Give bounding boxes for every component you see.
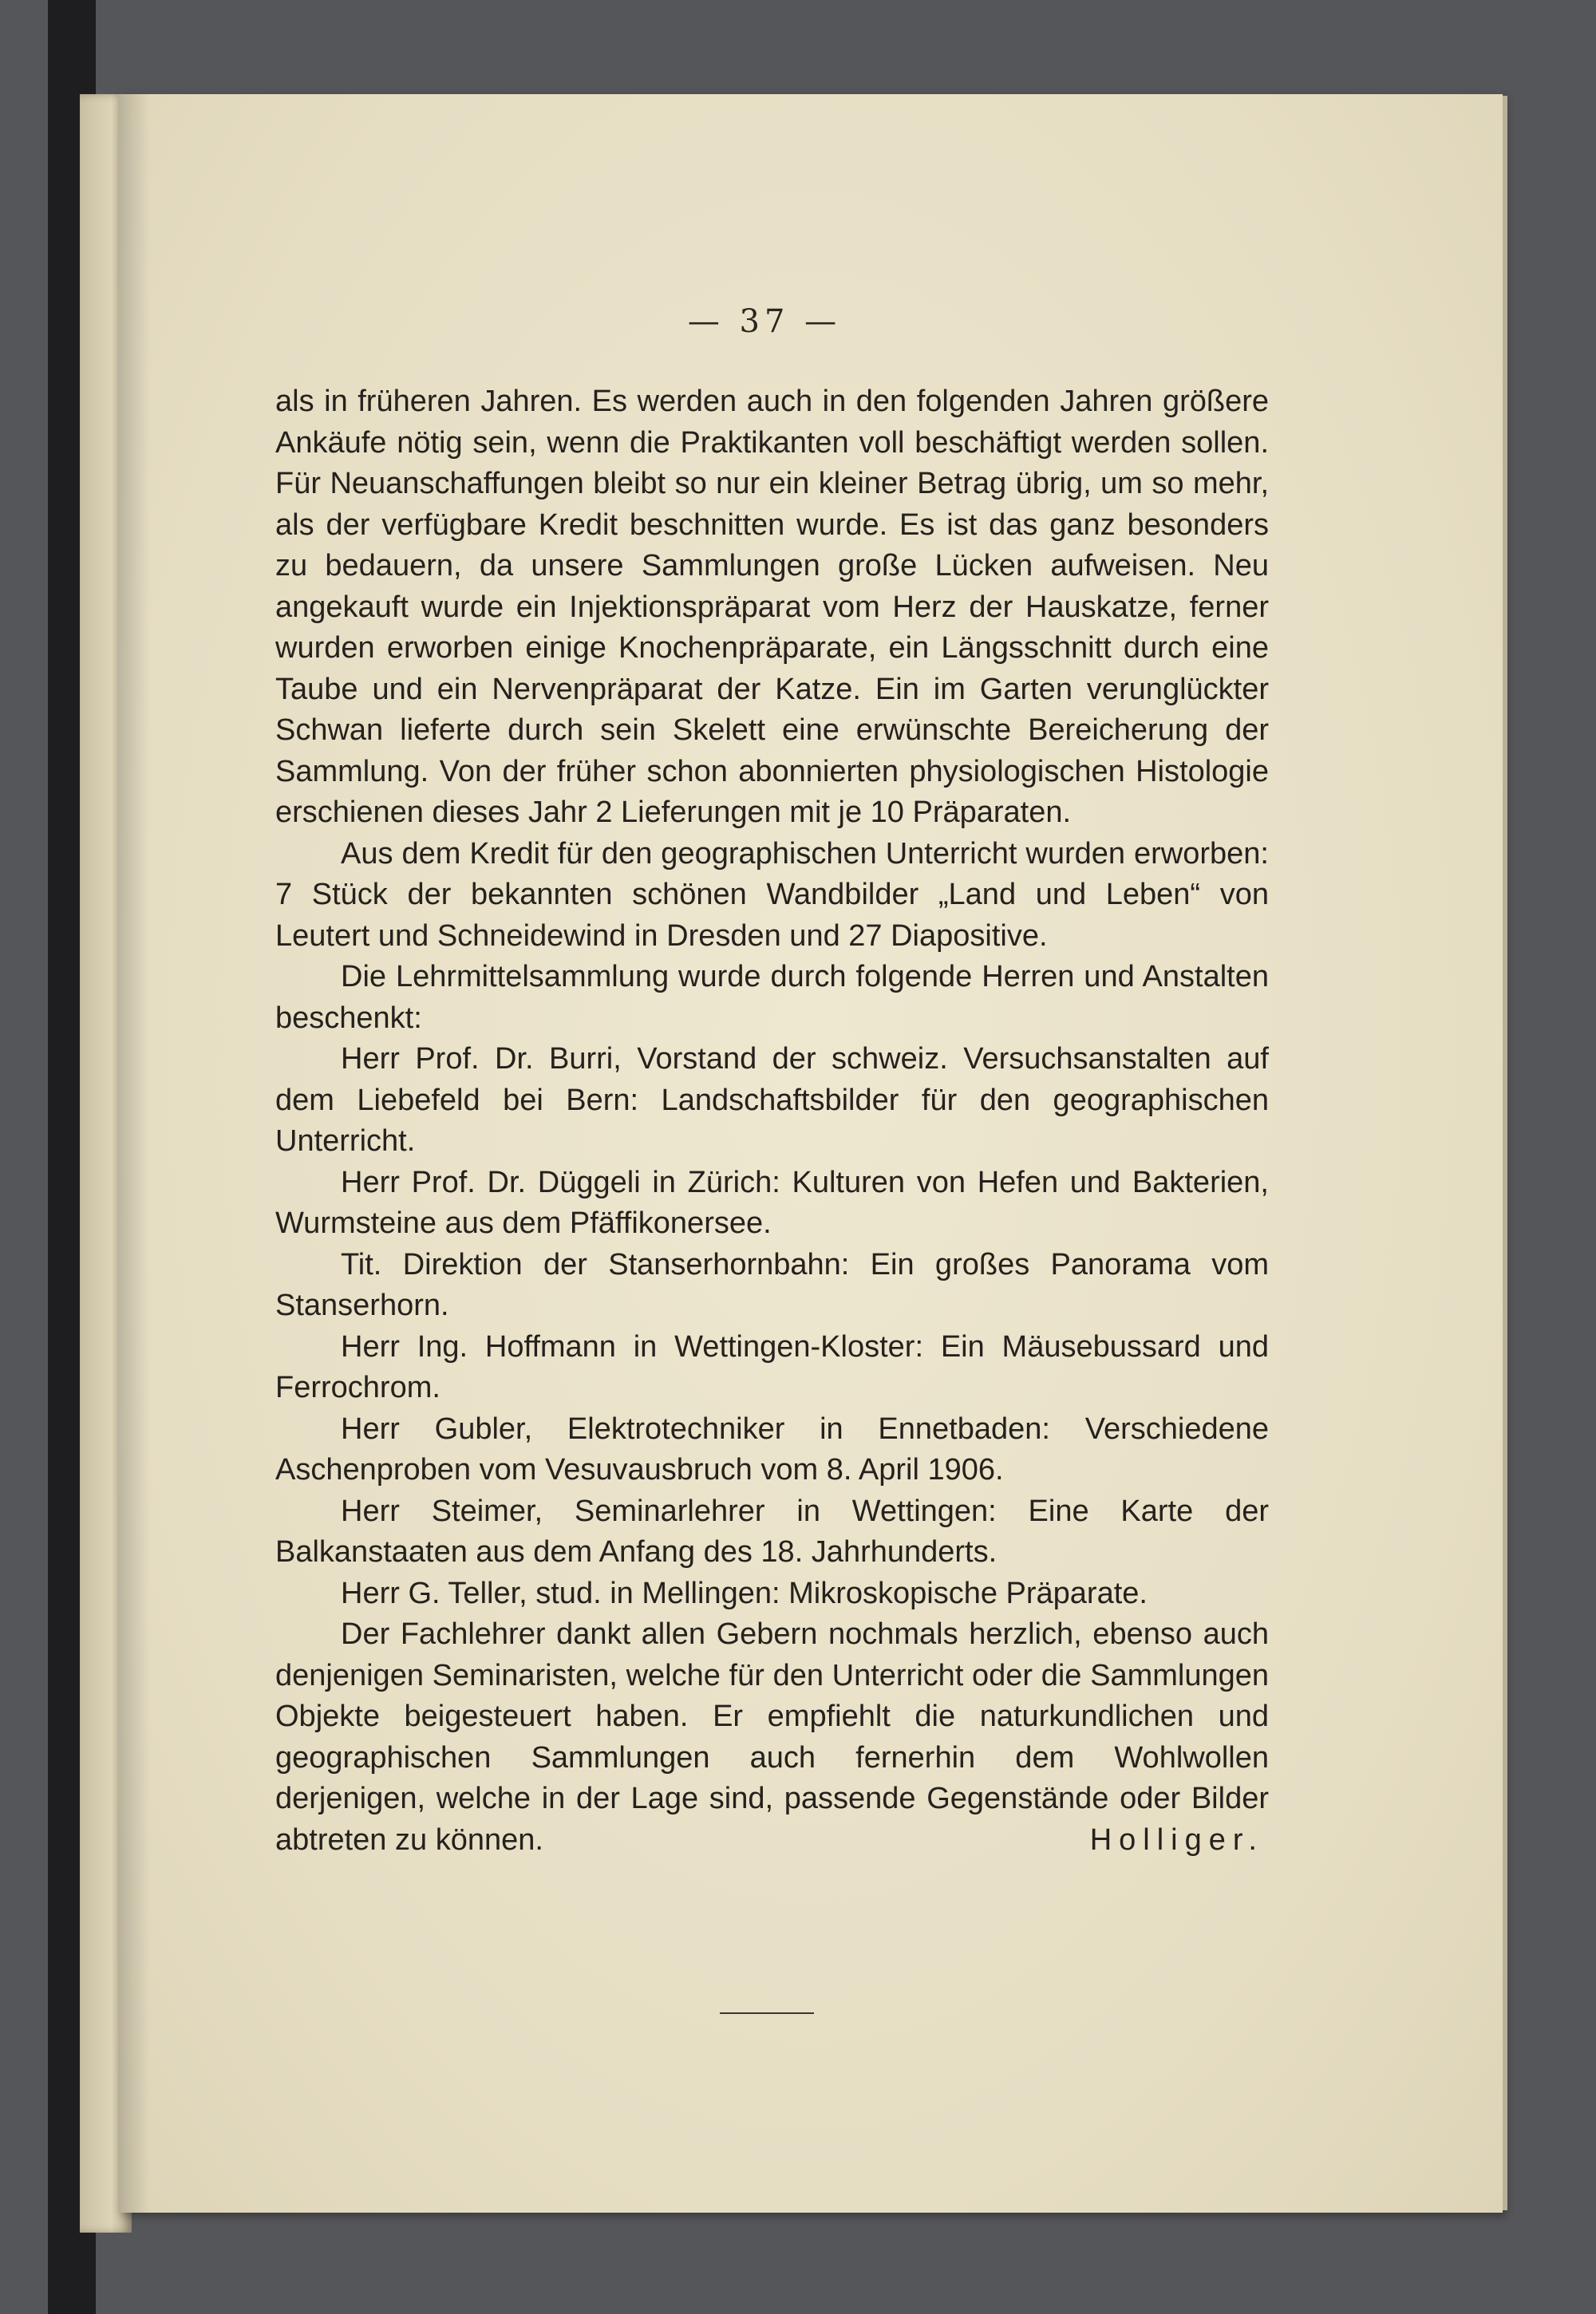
paragraph-3: Die Lehrmittelsammlung wurde durch folgende Herren und Anstalten beschenkt:	[275, 960, 1269, 1035]
paragraph-2: Aus dem Kredit für den geographischen Unterricht wurden erworben: 7 Stück der bekannten schönen Wandbilder „Land und Leben“ von Leutert und Schneidewind in Dresden und 27 Diapositive.	[275, 836, 1269, 953]
closing-text: Der Fachlehrer dankt allen Gebern nochmals herzlich, ebenso auch denjenigen Seminaristen, welche für den Unterricht oder die Sammlungen Objekte beigesteuert haben. Er empfiehlt die naturkundlichen und geographischen Sammlungen auch fernerhin dem Wohlwollen derjenigen, welche in der Lage sind, passende Gegenstände oder Bilder abtreten zu können.	[275, 1617, 1269, 1857]
gutter-shadow	[118, 94, 150, 2213]
donor-steimer: Herr Steimer, Seminarlehrer in Wettingen: Eine Karte der Balkanstaaten aus dem Anfang des 18. Jahrhunderts.	[275, 1494, 1269, 1569]
page-number: — 37 —	[687, 303, 842, 340]
donor-dueggeli: Herr Prof. Dr. Düggeli in Zürich: Kulturen von Hefen und Bakterien, Wurmsteine aus dem Pfäffikonersee.	[275, 1165, 1269, 1240]
signature: Holliger.	[1089, 1822, 1264, 1857]
page-stack-edge	[1503, 96, 1507, 2210]
donor-teller: Herr G. Teller, stud. in Mellingen: Mikroskopische Präparate.	[341, 1576, 1148, 1610]
body-text	[275, 381, 1269, 1861]
donor-stanserhornbahn: Tit. Direktion der Stanserhornbahn: Ein großes Panorama vom Stanserhorn.	[275, 1247, 1269, 1322]
end-rule-divider	[720, 2012, 814, 2014]
donor-gubler: Herr Gubler, Elektrotechniker in Ennetbaden: Verschiedene Aschenproben vom Vesuvausbruch vom 8. April 1906.	[275, 1412, 1269, 1487]
donor-burri: Herr Prof. Dr. Burri, Vorstand der schweiz. Versuchsanstalten auf dem Liebefeld bei Bern: Landschaftsbilder für den geographischen Unterricht.	[275, 1042, 1269, 1158]
closing-paragraph	[275, 1614, 1269, 1861]
donor-hoffmann: Herr Ing. Hoffmann in Wettingen-Kloster: Ein Mäusebussard und Ferrochrom.	[275, 1329, 1269, 1404]
paragraph-1: als in früheren Jahren. Es werden auch in den folgenden Jahren größere Ankäufe nötig sein, wenn die Praktikanten voll beschäftigt werden sollen. Für Neuanschaffungen bleibt so nur ein kleiner Betrag übrig, um so mehr, als der verfügbare Kredit beschnitten wurde. Es ist das ganz besonders zu bedauern, da unsere Sammlungen große Lücken aufweisen. Neu angekauft wurde ein Injektionspräparat vom Herz der Hauskatze, ferner wurden erworben einige Knochenpräparate, ein Längsschnitt durch eine Taube und ein Nervenpräparat der Katze. Ein im Garten verunglückter Schwan lieferte durch sein Skelett eine erwünschte Bereicherung der Sammlung. Von der früher schon abonnierten physiologischen Histologie erschienen dieses Jahr 2 Lieferungen mit je 10 Präparaten.	[275, 385, 1269, 829]
